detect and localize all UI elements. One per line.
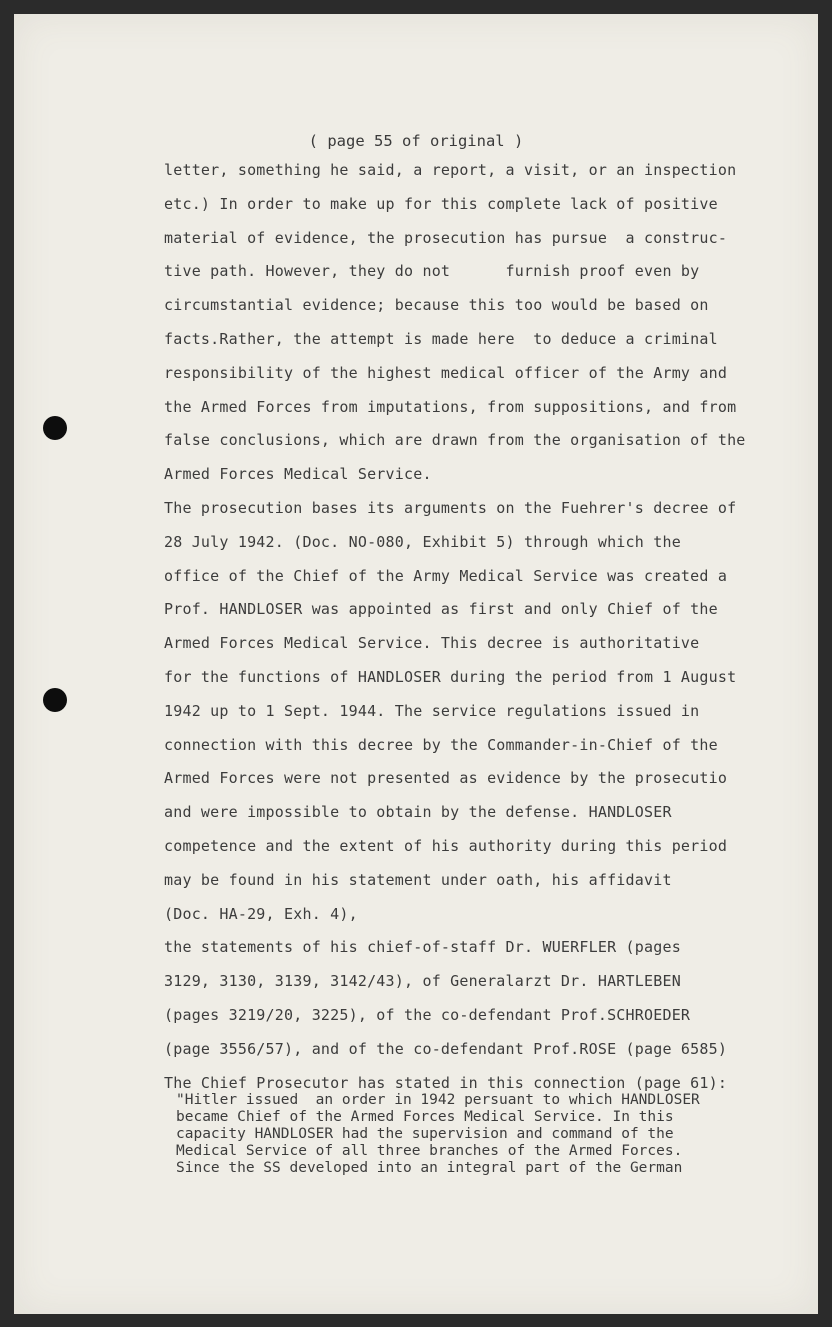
text-line: 1942 up to 1 Sept. 1944. The service regulations issued in <box>164 701 700 720</box>
text-line: The Chief Prosecutor has stated in this connection (page 61): <box>164 1073 728 1092</box>
text-line: letter, something he said, a report, a visit, or an inspection <box>164 161 737 179</box>
text-line: (page 3556/57), and of the co-defendant Prof.ROSE (page 6585) <box>164 1039 728 1058</box>
quote-line: capacity HANDLOSER had the supervision and command of the <box>176 1126 674 1142</box>
text-line: competence and the extent of his authority during this period <box>164 836 728 855</box>
text-line: Armed Forces Medical Service. <box>164 465 432 484</box>
text-line: the Armed Forces from imputations, from suppositions, and from <box>164 397 737 416</box>
text-line: false conclusions, which are drawn from the organisation of the <box>164 431 746 450</box>
text-line: material of evidence, the prosecution has pursue a construc- <box>164 228 728 247</box>
text-line: office of the Chief of the Army Medical Service was created a <box>164 566 728 585</box>
text-line: 3129, 3130, 3139, 3142/43), of Generalarzt Dr. HARTLEBEN <box>164 972 681 991</box>
text-line: The prosecution bases its arguments on the Fuehrer's decree of <box>164 498 737 517</box>
text-line: tive path. However, they do not furnish proof even by <box>164 262 700 281</box>
text-line: Armed Forces Medical Service. This decree is authoritative <box>164 634 700 653</box>
text-line: circumstantial evidence; because this too would be based on <box>164 296 709 315</box>
text-line: (pages 3219/20, 3225), of the co-defendant Prof.SCHROEDER <box>164 1005 691 1024</box>
text-line: may be found in his statement under oath, his affidavit <box>164 870 672 889</box>
quote-line: Since the SS developed into an integral part of the German <box>176 1160 683 1176</box>
page-header: ( page 55 of original ) <box>308 132 524 150</box>
quote-line: Medical Service of all three branches of the Armed Forces. <box>176 1143 683 1159</box>
punch-hole-bottom <box>43 688 67 712</box>
text-line: facts.Rather, the attempt is made here to deduce a criminal <box>164 329 718 348</box>
punch-hole-top <box>43 416 67 440</box>
text-line: for the functions of HANDLOSER during the period from 1 August <box>164 667 737 686</box>
quoted-passage <box>176 1092 796 1177</box>
text-line: etc.) In order to make up for this complete lack of positive <box>164 194 718 213</box>
quote-line: "Hitler issued an order in 1942 persuant to which HANDLOSER <box>176 1092 700 1108</box>
quote-line: became Chief of the Armed Forces Medical Service. In this <box>176 1109 674 1125</box>
document-page <box>14 14 818 1314</box>
text-line: the statements of his chief-of-staff Dr. WUERFLER (pages <box>164 938 681 957</box>
text-line: (Doc. HA-29, Exh. 4), <box>164 904 358 923</box>
text-line: responsibility of the highest medical officer of the Army and <box>164 363 728 382</box>
body-text <box>164 154 804 1100</box>
text-line: and were impossible to obtain by the defense. HANDLOSER <box>164 803 672 822</box>
text-line: Prof. HANDLOSER was appointed as first and only Chief of the <box>164 600 718 619</box>
text-line: connection with this decree by the Commander-in-Chief of the <box>164 735 718 754</box>
text-line: 28 July 1942. (Doc. NO-080, Exhibit 5) through which the <box>164 532 681 551</box>
text-line: Armed Forces were not presented as evidence by the prosecutio <box>164 769 728 788</box>
